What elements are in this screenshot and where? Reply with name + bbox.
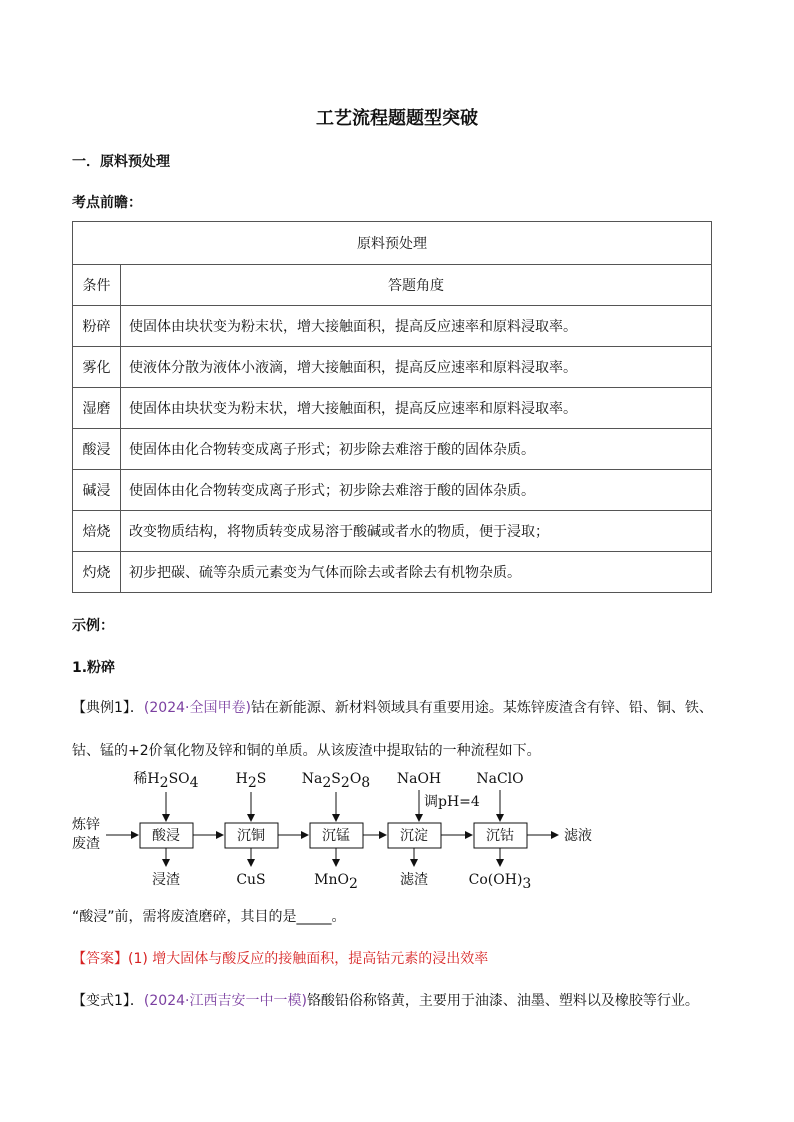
- table-row: [73, 470, 712, 511]
- example-paragraph-line2: 钴、锰的+2价氧化物及锌和铜的单质。从该废渣中提取钴的一种流程如下。: [72, 743, 541, 759]
- output-label: 滤液: [564, 828, 592, 844]
- process-flow-diagram: [66, 768, 626, 892]
- reagent-label: NaClO: [476, 771, 524, 787]
- answer-text: (1) 增大固体与酸反应的接触面积，提高钴元素的浸出效率: [128, 951, 489, 967]
- variant-tag: 【变式1】．: [72, 993, 144, 1009]
- reagent-label: NaOH: [396, 771, 442, 787]
- condition-cell: 粉碎: [73, 306, 121, 347]
- example-label: 示例：: [72, 618, 114, 634]
- answer-tag: 【答案】: [72, 951, 128, 967]
- example-paragraph-line1: [72, 697, 732, 717]
- product-label: 滤渣: [400, 872, 428, 888]
- section-heading: 一．原料预处理: [72, 154, 170, 170]
- process-step-label: 酸浸: [152, 828, 180, 844]
- table-row: [73, 552, 712, 593]
- pretreatment-table: [72, 221, 712, 593]
- angle-cell: 使固体由块状变为粉末状，增大接触面积，提高反应速率和原料浸取率。: [121, 388, 712, 429]
- feed-label: 废渣: [72, 836, 100, 852]
- feed-label: 炼锌: [72, 817, 100, 833]
- source-citation: (2024·全国甲卷): [143, 700, 251, 716]
- table-row: [73, 511, 712, 552]
- process-step-label: 沉钴: [486, 828, 514, 844]
- process-step-label: 沉铜: [237, 828, 265, 844]
- angle-cell: 使液体分散为液体小液滴，增大接触面积，提高反应速率和原料浸取率。: [121, 347, 712, 388]
- reagent-label: 稀H2SO4: [133, 771, 199, 791]
- subsection-heading: 考点前瞻：: [72, 195, 142, 211]
- process-step-label: 沉淀: [400, 828, 428, 844]
- table-caption: 原料预处理: [73, 222, 712, 265]
- table-row: [73, 347, 712, 388]
- reagent-label: H2S: [235, 771, 267, 791]
- example-text: 钴在新能源、新材料领域具有重要用途。某炼锌废渣含有锌、铅、铜、铁、: [250, 700, 713, 716]
- angle-cell: 初步把碳、硫等杂质元素变为气体而除去或者除去有机物杂质。: [121, 552, 712, 593]
- condition-cell: 碱浸: [73, 470, 121, 511]
- page-title: 工艺流程题题型突破: [316, 108, 478, 129]
- angle-cell: 使固体由块状变为粉末状，增大接触面积，提高反应速率和原料浸取率。: [121, 306, 712, 347]
- subsection-title: 1.粉碎: [72, 660, 116, 676]
- condition-cell: 湿磨: [73, 388, 121, 429]
- angle-cell: 使固体由化合物转变成离子形式；初步除去难溶于酸的固体杂质。: [121, 470, 712, 511]
- product-label: MnO2: [314, 872, 358, 892]
- reagent-label: Na2S2O8: [301, 771, 371, 791]
- table-row: [73, 429, 712, 470]
- question-text: “酸浸”前，需将废渣磨碎，其目的是_____。: [72, 909, 346, 925]
- condition-cell: 酸浸: [73, 429, 121, 470]
- answer-line: [72, 948, 732, 968]
- table-row: [73, 306, 712, 347]
- process-step-label: 沉锰: [322, 828, 350, 844]
- variant-paragraph: [72, 990, 752, 1010]
- product-label: Co(OH)3: [468, 872, 532, 892]
- condition-cell: 焙烧: [73, 511, 121, 552]
- condition-cell: 灼烧: [73, 552, 121, 593]
- example-tag: 【典例1】．: [72, 700, 144, 716]
- angle-cell: 使固体由化合物转变成离子形式；初步除去难溶于酸的固体杂质。: [121, 429, 712, 470]
- column-header-angle: 答题角度: [121, 265, 712, 306]
- product-label: CuS: [236, 872, 266, 888]
- condition-cell: 雾化: [73, 347, 121, 388]
- column-header-condition: 条件: [73, 265, 121, 306]
- product-label: 浸渣: [152, 872, 180, 888]
- source-citation: (2024·江西吉安一中一模): [143, 993, 307, 1009]
- table-row: [73, 388, 712, 429]
- condition-label: 调pH=4: [424, 794, 480, 810]
- angle-cell: 改变物质结构，将物质转变成易溶于酸碱或者水的物质，便于浸取；: [121, 511, 712, 552]
- variant-text: 铬酸铅俗称铬黄，主要用于油漆、油墨、塑料以及橡胶等行业。: [306, 993, 699, 1009]
